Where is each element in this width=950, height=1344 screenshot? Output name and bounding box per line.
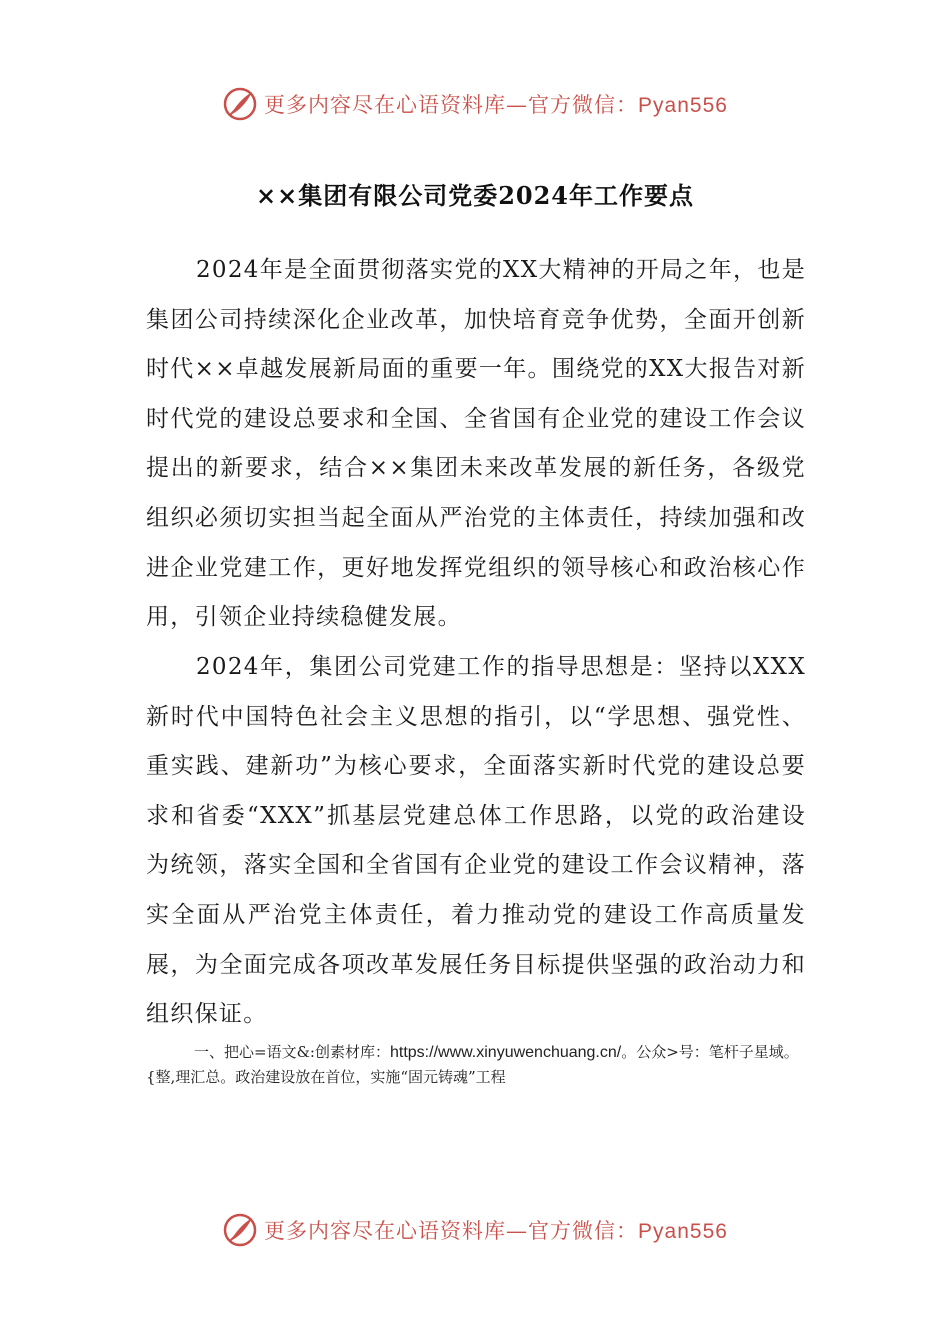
paragraph-1: 2024年是全面贯彻落实党的XX大精神的开局之年，也是集团公司持续深化企业改革，加快培育竞争优势，全面开创新时代××卓越发展新局面的重要一年。围绕党的XX大报告对新时代党的建设总要求和全国、全省国有企业党的建设工作会议提出的新要求，结合××集团未来改革发展的新任务，各级党组织必须切实担当起全面从严治党的主体责任，持续加强和改进企业党建工作，更好地发挥党组织的领导核心和政治核心作用，引领企业持续稳健发展。: [146, 257, 806, 631]
quill-circle-icon: [222, 86, 258, 122]
paragraph-2: 2024年，集团公司党建工作的指导思想是：坚持以XXX新时代中国特色社会主义思想的指引，以“学思想、强党性、重实践、建新功”为核心要求，全面落实新时代党的建设总要求和省委“XXX”抓基层党建总体工作思路，以党的政治建设为统领，落实全国和全省国有企业党的建设工作会议精神，落实全面从严治党主体责任，着力推动党的建设工作高质量发展，为全面完成各项改革发展任务目标提供坚强的政治动力和组织保证。: [146, 654, 806, 1028]
header-banner: [0, 84, 950, 124]
banner-text: 更多内容尽在心语资料库—官方微信：Pyan556: [264, 93, 728, 117]
footnote-url: https://www.xinyuwenchuang.cn/: [389, 1044, 622, 1061]
wechat-id: Pyan556: [638, 94, 728, 117]
document-title: ××集团有限公司党委2024年工作要点: [255, 181, 694, 210]
banner-text: 更多内容尽在心语资料库—官方微信：Pyan556: [264, 1219, 728, 1243]
footnote: [146, 1040, 806, 1089]
wechat-id: Pyan556: [638, 1220, 728, 1243]
footer-banner: [0, 1210, 950, 1250]
footnote-suffix: 。公众>号：笔杆子星域。{整,理汇总。政治建设放在首位，实施“固元铸魂”工程: [146, 1043, 799, 1086]
quill-circle-icon: [222, 1212, 258, 1248]
footnote-prefix: 一、把心=语文&:创素材库：: [194, 1043, 390, 1061]
